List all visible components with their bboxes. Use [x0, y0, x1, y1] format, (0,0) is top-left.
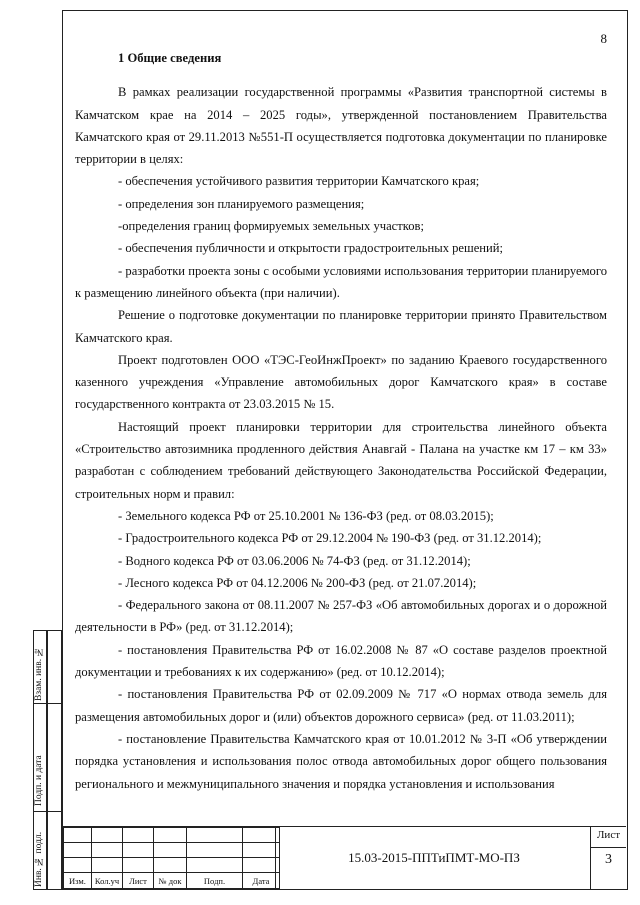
col-kol-uch: Кол.уч: [92, 873, 123, 889]
list-item: - Федерального закона от 08.11.2007 № 257-ФЗ «Об автомобильных дорогах и о дорожной деятельности в РФ» (ред. от 31.12.2014);: [75, 598, 607, 635]
list-item: - Градостроительного кодекса РФ от 29.12.2004 № 190-ФЗ (ред. от 31.12.2014);: [118, 531, 542, 546]
list-item: - Водного кодекса РФ от 03.06.2006 № 74-ФЗ (ред. от 31.12.2014);: [118, 553, 471, 568]
list-item: - определения зон планируемого размещения;: [118, 196, 365, 211]
side-label-podp: Подп. и дата: [34, 755, 44, 806]
col-list: Лист: [123, 873, 154, 889]
side-label-vzam: Взам. инв. №: [34, 646, 44, 701]
list-item: - Земельного кодекса РФ от 25.10.2001 № 136-ФЗ (ред. от 08.03.2015);: [118, 508, 494, 523]
sheet-number: 3: [605, 852, 612, 867]
side-value-column: [47, 630, 62, 890]
sheet-label: Лист: [591, 829, 626, 848]
paragraph: Настоящий проект планировки территории для строительства линейного объекта «Строительство автозимника продленного действия Анавгай - Палана на участке км 17 – км 33» разработан с соблюдением требований действующего Законодательства Российской Федерации, строительных норм и правил:: [75, 419, 607, 501]
section-heading: 1 Общие сведения: [118, 51, 222, 65]
revision-table: [63, 827, 280, 889]
list-item: - постановления Правительства РФ от 16.02.2008 № 87 «О составе разделов проектной документации и требованиях к их содержанию» (ред. от 10.12.2014);: [75, 642, 607, 680]
paragraph: Проект подготовлен ООО «ТЭС-ГеоИнжПроект» по заданию Краевого государственного казенного учреждения «Управление автомобильных дорог Камчатского края» в составе государственного контракта от 23.03.2015 № 15.: [75, 352, 607, 412]
page-number: 8: [600, 31, 607, 46]
col-izm: Изм.: [64, 873, 92, 889]
paragraph: В рамках реализации государственной программы «Развития транспортной системы в Камчатском крае на 2014 – 2025 годы», утвержденной постановлением Правительства Камчатского края от 29.11.2013 №551-П осуществляется подготовка документации по планировке территории в целях:: [75, 85, 607, 167]
document-body: [75, 47, 607, 795]
list-item: - постановления Правительства РФ от 02.09.2009 № 717 «О нормах отвода земель для размещения автомобильных дорог и (или) объектов дорожного сервиса» (ред. от 11.03.2011);: [75, 687, 607, 724]
list-item: - Лесного кодекса РФ от 04.12.2006 № 200-ФЗ (ред. от 21.07.2014);: [118, 575, 477, 590]
side-label-inv: Инв. № подл.: [34, 831, 44, 887]
list-item: - постановление Правительства Камчатского края от 10.01.2012 № 3-П «Об утверждении порядка установления и использования полос отвода автомобильных дорог общего пользования регионального и межмуниципального значения и порядка установления и использования: [75, 731, 607, 791]
sheet-box: [590, 827, 626, 889]
title-block: [63, 826, 626, 889]
list-item: - разработки проекта зоны с особыми условиями использования территории планируемого к размещению линейного объекта (при наличии).: [75, 263, 607, 300]
paragraph: Решение о подготовке документации по планировке территории принято Правительством Камчатского края.: [75, 308, 607, 345]
side-stamp: [33, 630, 62, 890]
list-item: - обеспечения публичности и открытости градостроительных решений;: [118, 241, 504, 256]
col-date: Дата: [243, 873, 280, 889]
list-item: - обеспечения устойчивого развития территории Камчатского края;: [118, 174, 480, 189]
col-doc-number: № док: [154, 873, 187, 889]
page-frame: [62, 10, 628, 890]
col-signature: Подп.: [187, 873, 243, 889]
side-label-column: [33, 630, 47, 890]
list-item: -определения границ формируемых земельных участков;: [118, 219, 424, 234]
document-code: 15.03-2015-ППТиПМТ-МО-ПЗ: [275, 827, 592, 889]
